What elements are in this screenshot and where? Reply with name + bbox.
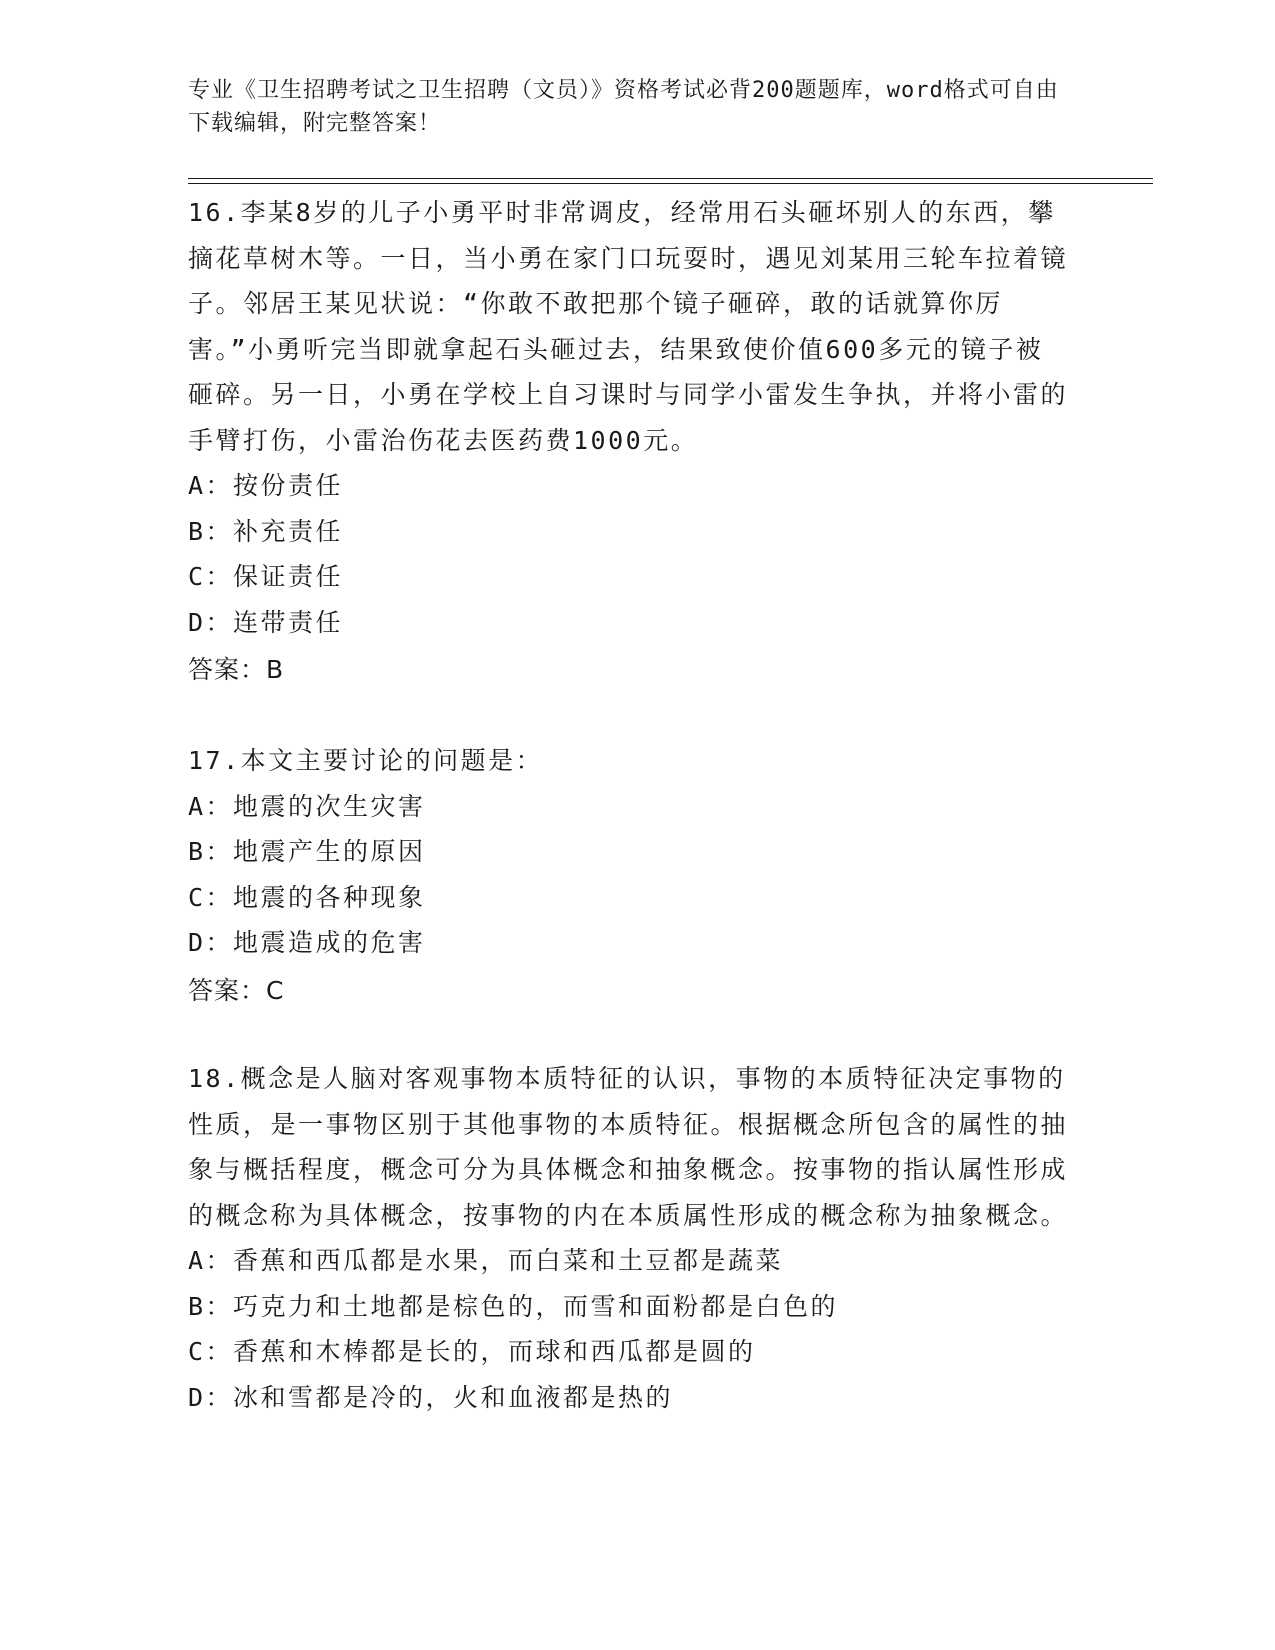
option-d: D：地震造成的危害 [188, 928, 426, 957]
question-stem: 18.概念是人脑对客观事物本质特征的认识，事物的本质特征决定事物的性质，是一事物区别于其他事物的本质特征。根据概念所包含的属性的抽象与概括程度，概念可分为具体概念和抽象概念。按事物的指认属性形成的概念称为具体概念，按事物的内在本质属性形成的概念称为抽象概念。 [188, 1064, 1069, 1230]
header-title: 专业《卫生招聘考试之卫生招聘（文员）》资格考试必背200题题库，word格式可自由下载编辑，附完整答案！ [188, 78, 1059, 136]
option-d: D：冰和雪都是冷的，火和血液都是热的 [188, 1382, 674, 1412]
option-a: A：地震的次生灾害 [188, 791, 426, 821]
question-stem: 16.李某8岁的儿子小勇平时非常调皮，经常用石头砸坏别人的东西，攀摘花草树木等。一日，当小勇在家门口玩耍时，遇见刘某用三轮车拉着镜子。邻居王某见状说：“你敢不敢把那个镜子砸碎，敢的话就算你厉害。”小勇听完当即就拿起石头砸过去，结果致使价值600多元的镜子被砸碎。另一日，小勇在学校上自习课时与同学小雷发生争执，并将小雷的手臂打伤，小雷治伤花去医药费1000元。 [188, 198, 1069, 455]
question-17 [188, 738, 1068, 1013]
option-c: C：香蕉和木棒都是长的，而球和西瓜都是圆的 [188, 1337, 756, 1366]
option-c: C：地震的各种现象 [188, 882, 426, 912]
option-b: B：巧克力和土地都是棕色的，而雪和面粉都是白色的 [188, 1291, 839, 1321]
document-header [188, 74, 1068, 140]
option-b: B：补充责任 [188, 516, 344, 546]
option-a: A：香蕉和西瓜都是水果，而白菜和土豆都是蔬菜 [188, 1246, 784, 1275]
option-d: D：连带责任 [188, 607, 344, 637]
answer-label: 答案：C [188, 975, 285, 1005]
question-stem: 17.本文主要讨论的问题是： [188, 746, 544, 775]
option-c: C：保证责任 [188, 562, 344, 591]
question-16 [188, 190, 1068, 693]
answer-label: 答案：B [188, 655, 285, 684]
header-divider-bottom [188, 183, 1153, 184]
question-18 [188, 1056, 1068, 1420]
header-divider-top [188, 178, 1153, 179]
option-a: A：按份责任 [188, 471, 344, 500]
option-b: B：地震产生的原因 [188, 837, 426, 866]
